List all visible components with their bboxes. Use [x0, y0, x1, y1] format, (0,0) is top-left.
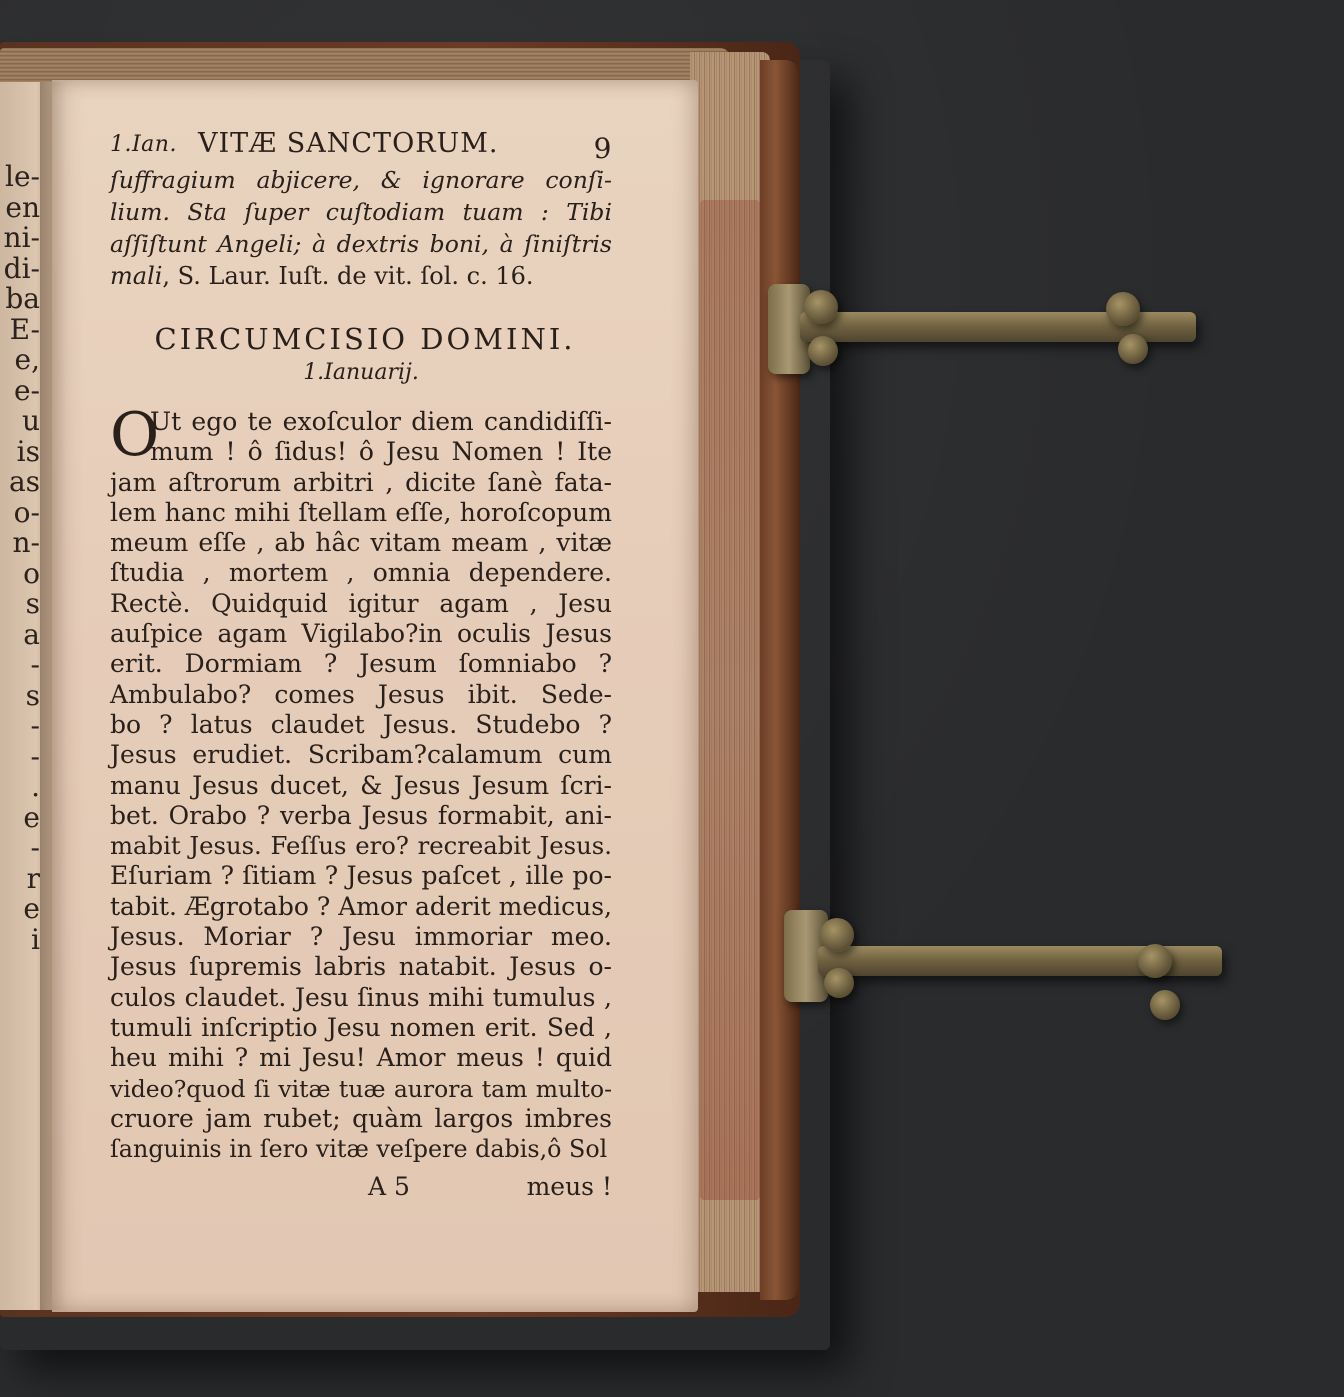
body-line: erit. Dormiam ? Jesum ſomniabo ?	[110, 649, 612, 679]
left-fragment: le-	[5, 160, 40, 193]
body-line: tabit. Ægrotabo ? Amor aderit medicus,	[110, 891, 612, 921]
body-line: Ambulabo? comes Jesus ibit. Sede-	[110, 679, 612, 709]
running-head	[110, 128, 612, 164]
body-line: tumuli inſcriptio Jesu nomen erit. Sed ,	[110, 1012, 612, 1042]
left-fragment: n-	[12, 526, 40, 559]
body-line: bet. Orabo ? verba Jesus formabit, ani-	[110, 800, 612, 830]
body-line: meum eſſe , ab hâc vitam meam , vitæ	[110, 528, 612, 558]
left-fragment: E-	[9, 312, 40, 346]
body-text	[110, 400, 612, 1164]
left-fragment: o-	[13, 495, 40, 529]
left-fragment: ba	[5, 282, 40, 315]
body-line: manu Jesus ducet, & Jesus Jesum ſcri-	[110, 770, 612, 800]
body-line: ſanguinis in ſero vitæ veſpere dabis,ô Sol	[110, 1135, 608, 1164]
left-fragment: di-	[3, 251, 40, 285]
body-line: Jesus. Moriar ? Jesu immoriar meo.	[110, 922, 612, 952]
left-fragment: s	[25, 678, 40, 712]
running-head-title: VITÆ SANCTORUM.	[198, 128, 499, 159]
upper-clasp-knob-right-low	[1118, 334, 1148, 364]
lower-clasp-knob-right-low	[1150, 990, 1180, 1020]
left-fragment: as	[8, 465, 40, 498]
body-line: Rectè. Quidquid igitur agam , Jesu	[110, 588, 612, 618]
lower-clasp-knob-left-low	[824, 968, 854, 998]
left-fragment: en	[5, 190, 40, 224]
upper-clasp-knob-left	[804, 290, 838, 324]
lower-clasp-knob-left	[820, 918, 854, 952]
body-line: heu mihi ? mi Jesu! Amor meus ! quid	[110, 1043, 612, 1073]
lower-clasp-knob-right	[1138, 944, 1172, 978]
left-fragment: o	[23, 556, 40, 590]
left-fragment: is	[16, 434, 40, 468]
body-line: mabit Jesus. Feſſus ero? recreabit Jesus.	[110, 831, 612, 861]
left-fragment: -	[30, 648, 40, 681]
body-line: video?quod ſi vitæ tuæ aurora tam multo-	[110, 1074, 612, 1103]
body-line: culos claudet. Jesu ſinus mihi tumulus ,	[110, 982, 612, 1012]
cover-board-edge	[760, 60, 798, 1300]
signature-mark: A 5	[368, 1172, 410, 1202]
page-number: 9	[593, 132, 612, 165]
red-edge-staining	[700, 200, 760, 1200]
body-line: ſtudia , mortem , omnia dependere.	[110, 558, 612, 588]
citation-italic: mali	[110, 262, 163, 290]
page-text-block	[110, 128, 612, 1206]
section-title: CIRCUMCISIO DOMINI.	[154, 322, 576, 356]
catchline	[110, 1172, 612, 1206]
drop-cap: O	[110, 400, 160, 470]
italic-line: ſuffragium abjicere, & ignorare conſi-	[110, 166, 612, 194]
body-line: lem hanc mihi ſtellam eſſe, horoſcopum	[110, 497, 612, 527]
body-line: cruore jam rubet; quàm largos imbres	[110, 1103, 612, 1133]
left-fragment: -	[30, 831, 40, 864]
upper-clasp-knob-left-low	[808, 336, 838, 366]
body-line: Jesus erudiet. Scribam?calamum cum	[110, 740, 612, 770]
body-line: auſpice agam Vigilabo?in oculis Jesus	[110, 619, 612, 649]
left-fragment: u	[21, 404, 40, 437]
body-line: mum ! ô ſidus! ô Jesu Nomen ! Ite	[150, 437, 612, 467]
book-gutter	[40, 82, 66, 1310]
left-fragment: a	[23, 617, 40, 651]
left-fragment: e	[23, 892, 40, 925]
body-line: Eſuriam ? ſitiam ? Jesus paſcet , ille po-	[110, 861, 612, 891]
citation-line	[110, 260, 612, 292]
left-fragment: e-	[13, 373, 40, 407]
left-fragment: i	[31, 922, 40, 956]
italic-line: aſſiſtunt Angeli; à dextris boni, à ſiniſtris	[110, 230, 612, 258]
italic-line: lium. Sta ſuper cuſtodiam tuam : Tibi	[110, 198, 612, 226]
running-head-date: 1.Ian.	[110, 132, 177, 157]
left-page-text-fragments	[0, 162, 40, 955]
body-line: jam aſtrorum arbitri , dicite ſanè fata-	[110, 467, 612, 497]
body-line: bo ? latus claudet Jesus. Studebo ?	[110, 709, 612, 739]
left-fragment: ni-	[3, 221, 40, 254]
italic-quotation	[110, 164, 612, 260]
body-line: Jesus ſupremis labris natabit. Jesus o-	[110, 952, 612, 982]
left-fragment: s	[25, 587, 40, 620]
left-fragment: -	[30, 739, 40, 773]
left-fragment: .	[31, 770, 40, 803]
left-fragment: -	[30, 709, 40, 742]
catchword: meus !	[526, 1172, 612, 1202]
left-fragment: e	[23, 800, 40, 834]
left-fragment: e,	[14, 343, 40, 376]
body-line: Ut ego te exoſculor diem candidiſſi-	[150, 407, 612, 436]
section-subtitle: 1.Ianuarij.	[303, 360, 419, 385]
citation-roman: , S. Laur. Iuſt. de vit. ſol. c. 16.	[162, 262, 534, 290]
upper-clasp-knob-right	[1106, 292, 1140, 326]
left-fragment: r	[26, 861, 40, 895]
